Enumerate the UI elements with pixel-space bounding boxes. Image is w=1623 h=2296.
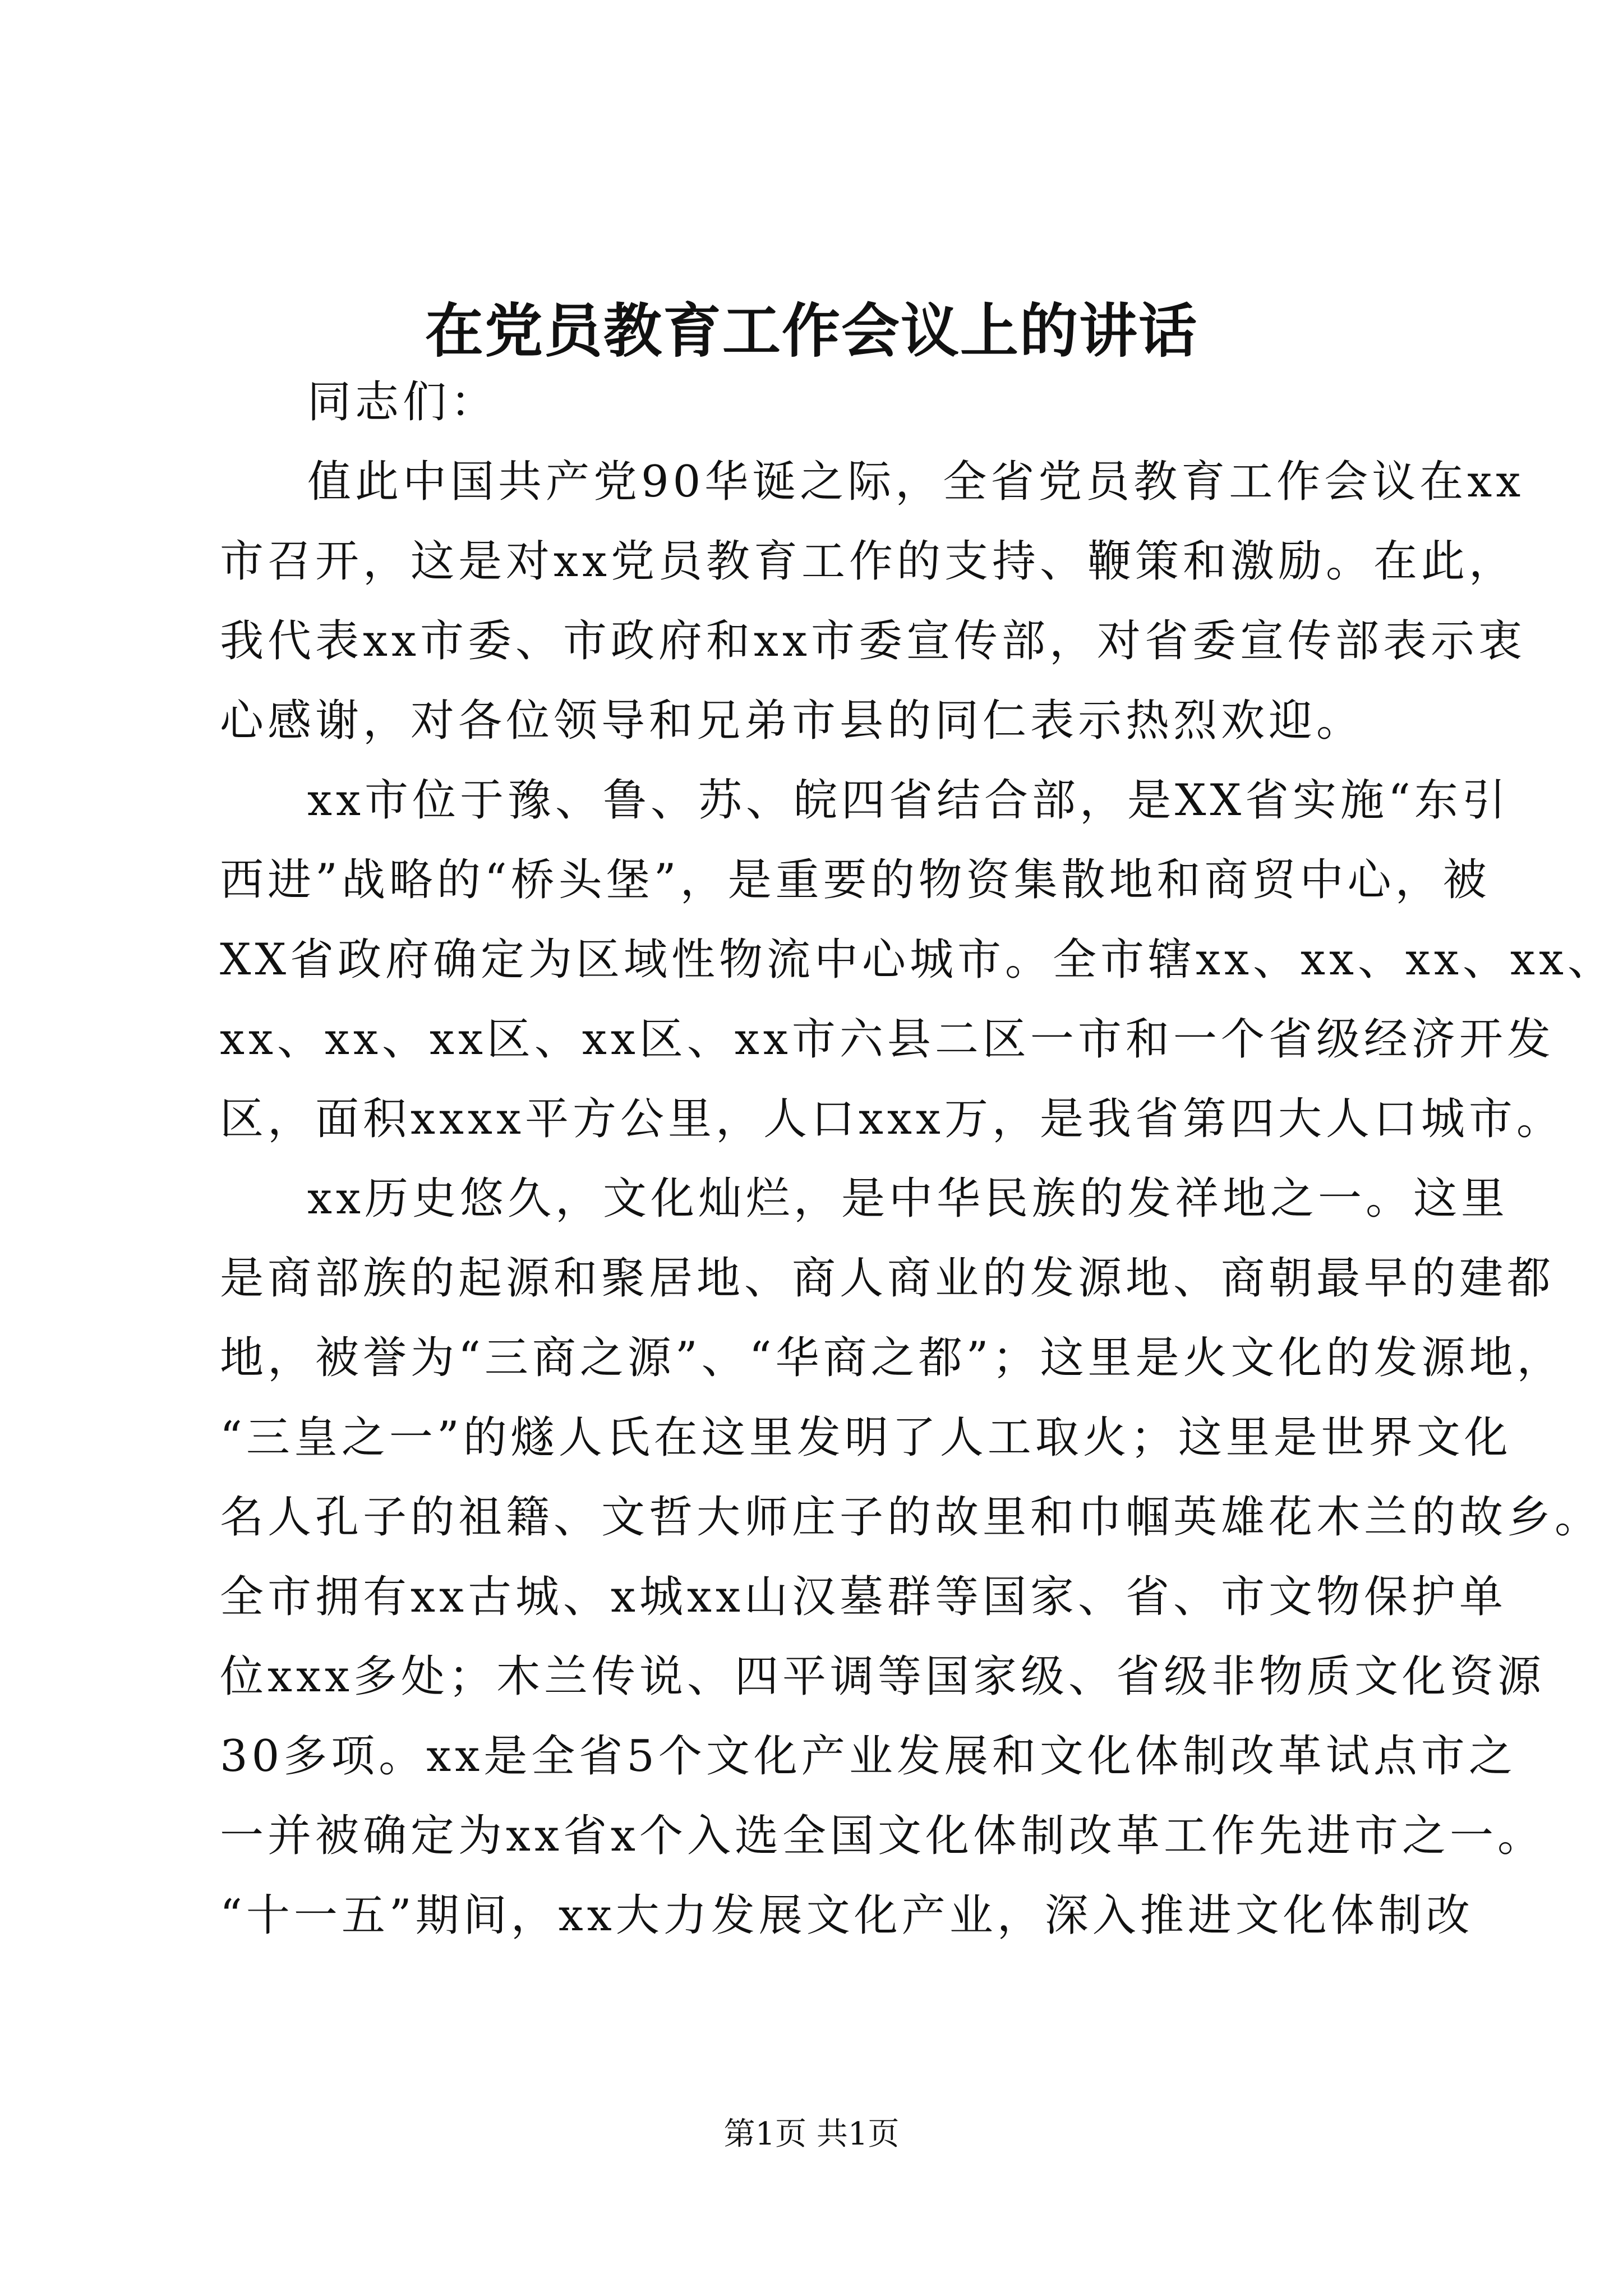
text-line: 地，被誉为“三商之源”、“华商之都”；这里是火文化的发源地， [220, 1333, 1565, 1383]
text-line: “十一五”期间，xx大力发展文化产业，深入推进文化体制改 [220, 1890, 1474, 1941]
text-line: 心感谢，对各位领导和兄弟市县的同仁表示热烈欢迎。 [220, 696, 1364, 746]
text-line: 全市拥有xx古城、x城xx山汉墓群等国家、省、市文物保护单 [220, 1572, 1507, 1622]
text-line: xx市位于豫、鲁、苏、皖四省结合部，是XX省实施“东引 [307, 775, 1510, 826]
text-line: 区，面积xxxx平方公里，人口xxx万，是我省第四大人口城市。 [220, 1094, 1564, 1144]
text-line: 同志们： [307, 377, 499, 427]
text-line: 一并被确定为xx省x个入选全国文化体制改革工作先进市之一。 [220, 1811, 1545, 1861]
document-body [220, 362, 1615, 1955]
text-line: 我代表xx市委、市政府和xx市委宣传部，对省委宣传部表示衷 [220, 616, 1526, 666]
document-title: 在党员教育工作会议上的讲话 [425, 296, 1198, 365]
text-line: “三皇之一”的燧人氏在这里发明了人工取火；这里是世界文化 [220, 1412, 1512, 1463]
text-line: 名人孔子的祖籍、文哲大师庄子的故里和巾帼英雄花木兰的故乡。 [220, 1492, 1603, 1543]
page-footer: 第1页 共1页 [723, 2116, 900, 2152]
text-line: xx、xx、xx区、xx区、xx市六县二区一市和一个省级经济开发 [220, 1014, 1555, 1065]
text-line: XX省政府确定为区域性物流中心城市。全市辖xx、xx、xx、xx、 [220, 935, 1615, 985]
text-line: 位xxx多处；木兰传说、四平调等国家级、省级非物质文化资源 [220, 1651, 1545, 1702]
text-line: 是商部族的起源和聚居地、商人商业的发源地、商朝最早的建都 [220, 1253, 1555, 1304]
text-line: xx历史悠久，文化灿烂，是中华民族的发祥地之一。这里 [307, 1174, 1509, 1224]
text-line: 西进”战略的“桥头堡”，是重要的物资集散地和商贸中心，被 [220, 855, 1491, 905]
text-line: 市召开，这是对xx党员教育工作的支持、鞭策和激励。在此， [220, 536, 1516, 587]
text-line: 30多项。xx是全省5个文化产业发展和文化体制改革试点市之 [220, 1731, 1516, 1782]
text-line: 值此中国共产党90华诞之际，全省党员教育工作会议在xx [307, 457, 1525, 507]
